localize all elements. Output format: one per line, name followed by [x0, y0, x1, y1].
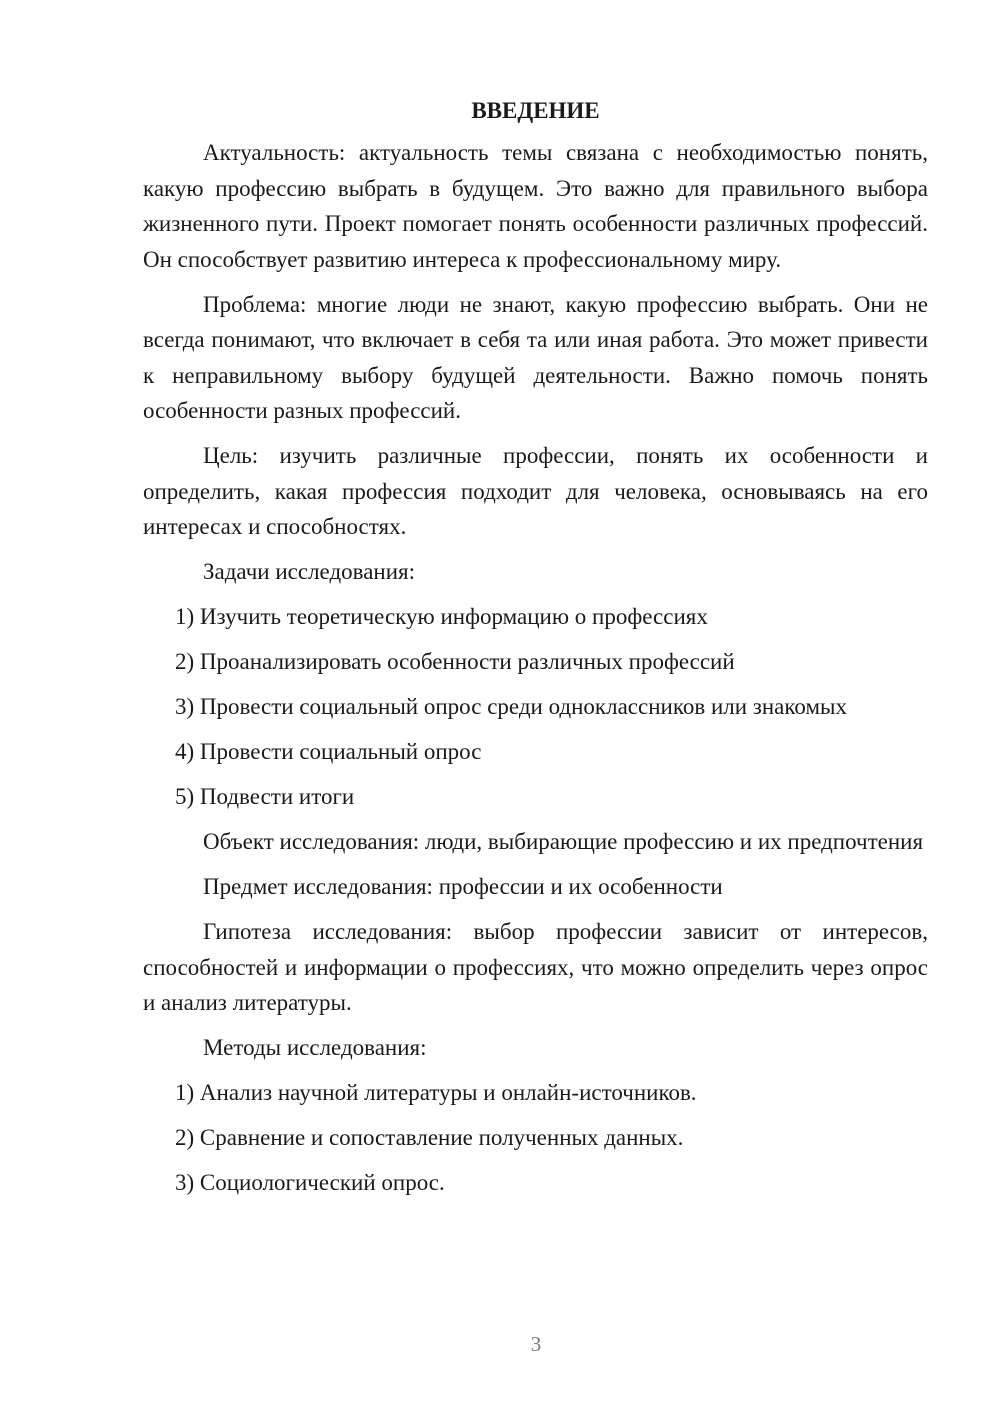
hypothesis-paragraph: Гипотеза исследования: выбор профессии зависит от интересов, способностей и информации о профессиях, что можно определить через опрос и анализ литературы.	[143, 919, 928, 1015]
task-item: 4) Провести социальный опрос	[175, 739, 482, 764]
methods-list	[143, 1075, 928, 1201]
methods-heading: Методы исследования:	[203, 1035, 427, 1060]
method-item: 3) Социологический опрос.	[175, 1170, 445, 1195]
method-item: 1) Анализ научной литературы и онлайн-источников.	[175, 1080, 697, 1105]
method-item: 2) Сравнение и сопоставление полученных данных.	[175, 1125, 684, 1150]
task-item: 3) Провести социальный опрос среди одноклассников или знакомых	[175, 694, 847, 719]
task-item: 2) Проанализировать особенности различных профессий	[175, 649, 735, 674]
task-item: 1) Изучить теоретическую информацию о профессиях	[175, 604, 708, 629]
page-content	[143, 96, 928, 1210]
goal-paragraph: Цель: изучить различные профессии, понять их особенности и определить, какая профессия подходит для человека, основываясь на его интересах и способностях.	[143, 443, 928, 539]
relevance-paragraph: Актуальность: актуальность темы связана с необходимостью понять, какую профессию выбрать в будущем. Это важно для правильного выбора жизненного пути. Проект помогает понять особенности различных профессий. Он способствует развитию интереса к профессиональному миру.	[143, 140, 928, 272]
object-paragraph: Объект исследования: люди, выбирающие профессию и их предпочтения	[203, 829, 924, 854]
task-item: 5) Подвести итоги	[175, 784, 355, 809]
problem-paragraph: Проблема: многие люди не знают, какую профессию выбрать. Они не всегда понимают, что включает в себя та или иная работа. Это может привести к неправильному выбору будущей деятельности. Важно помочь понять особенности разных профессий.	[143, 291, 928, 423]
tasks-list	[143, 599, 928, 815]
tasks-heading: Задачи исследования:	[203, 559, 416, 584]
subject-paragraph: Предмет исследования: профессии и их особенности	[203, 874, 723, 899]
section-title: ВВЕДЕНИЕ	[471, 98, 600, 123]
page-number: 3	[530, 1332, 542, 1356]
